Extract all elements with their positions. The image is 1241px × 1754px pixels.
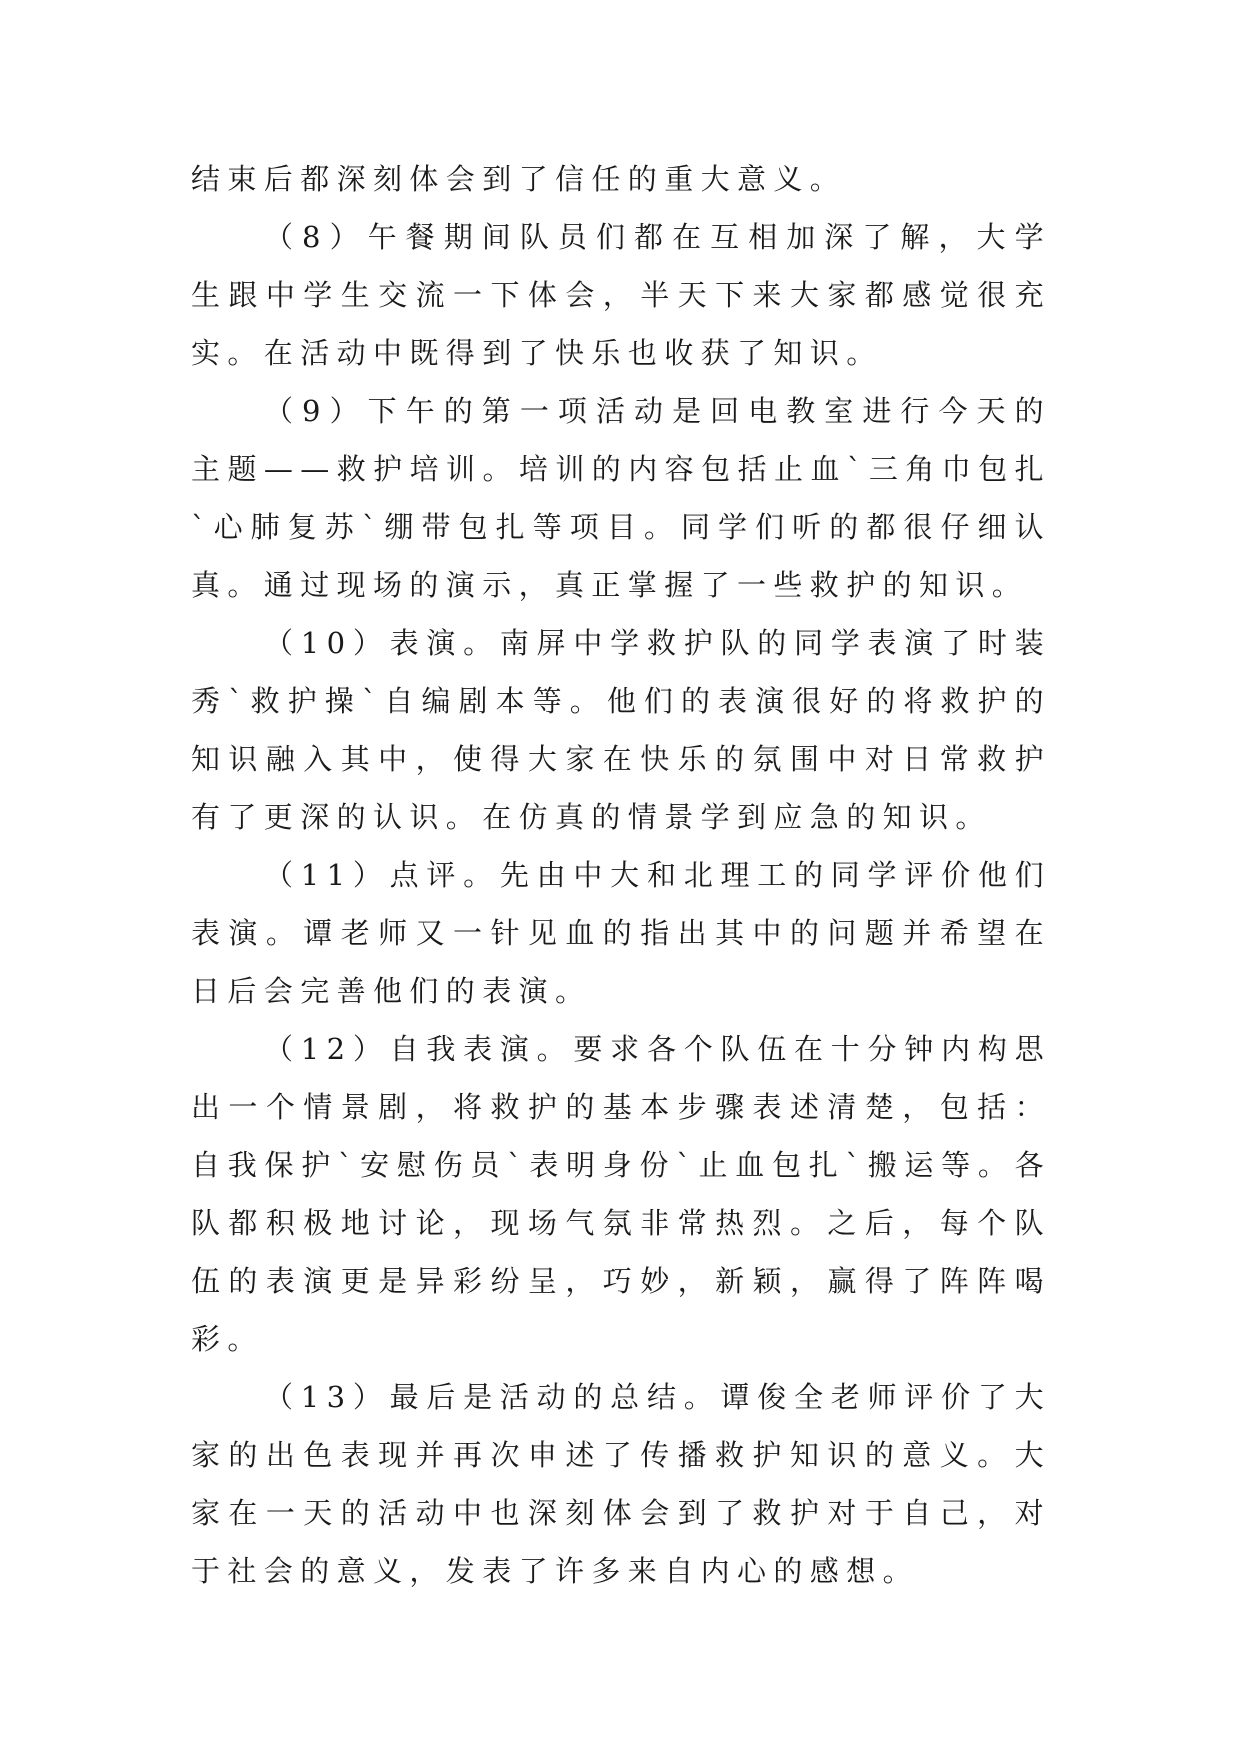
paragraph-continuation: 结束后都深刻体会到了信任的重大意义。 bbox=[191, 162, 847, 196]
paragraph-item-8: （8）午餐期间队员们都在互相加深了解，大学生跟中学生交流一下体会，半天下来大家都感觉很充实。在活动中既得到了快乐也收获了知识。 bbox=[191, 220, 1051, 370]
paragraph-item-10: （10）表演。南屏中学救护队的同学表演了时装秀`救护操`自编剧本等。他们的表演很好的将救护的知识融入其中，使得大家在快乐的氛围中对日常救护有了更深的认识。在仿真的情景学到应急的知识。 bbox=[191, 626, 1051, 834]
paragraph-item-9: （9）下午的第一项活动是回电教室进行今天的主题——救护培训。培训的内容包括止血`三角巾包扎`心肺复苏`绷带包扎等项目。同学们听的都很仔细认真。通过现场的演示，真正掌握了一些救护的知识。 bbox=[191, 394, 1051, 602]
paragraph-item-12: （12）自我表演。要求各个队伍在十分钟内构思出一个情景剧，将救护的基本步骤表述清楚，包括：自我保护`安慰伤员`表明身份`止血包扎`搬运等。各队都积极地讨论，现场气氛非常热烈。之后，每个队伍的表演更是异彩纷呈，巧妙，新颖，赢得了阵阵喝彩。 bbox=[191, 1032, 1051, 1356]
paragraph-item-11: （11）点评。先由中大和北理工的同学评价他们表演。谭老师又一针见血的指出其中的问题并希望在日后会完善他们的表演。 bbox=[191, 858, 1051, 1008]
document-body bbox=[191, 150, 1051, 1600]
paragraph-item-13: （13）最后是活动的总结。谭俊全老师评价了大家的出色表现并再次申述了传播救护知识的意义。大家在一天的活动中也深刻体会到了救护对于自己，对于社会的意义，发表了许多来自内心的感想。 bbox=[191, 1380, 1051, 1588]
